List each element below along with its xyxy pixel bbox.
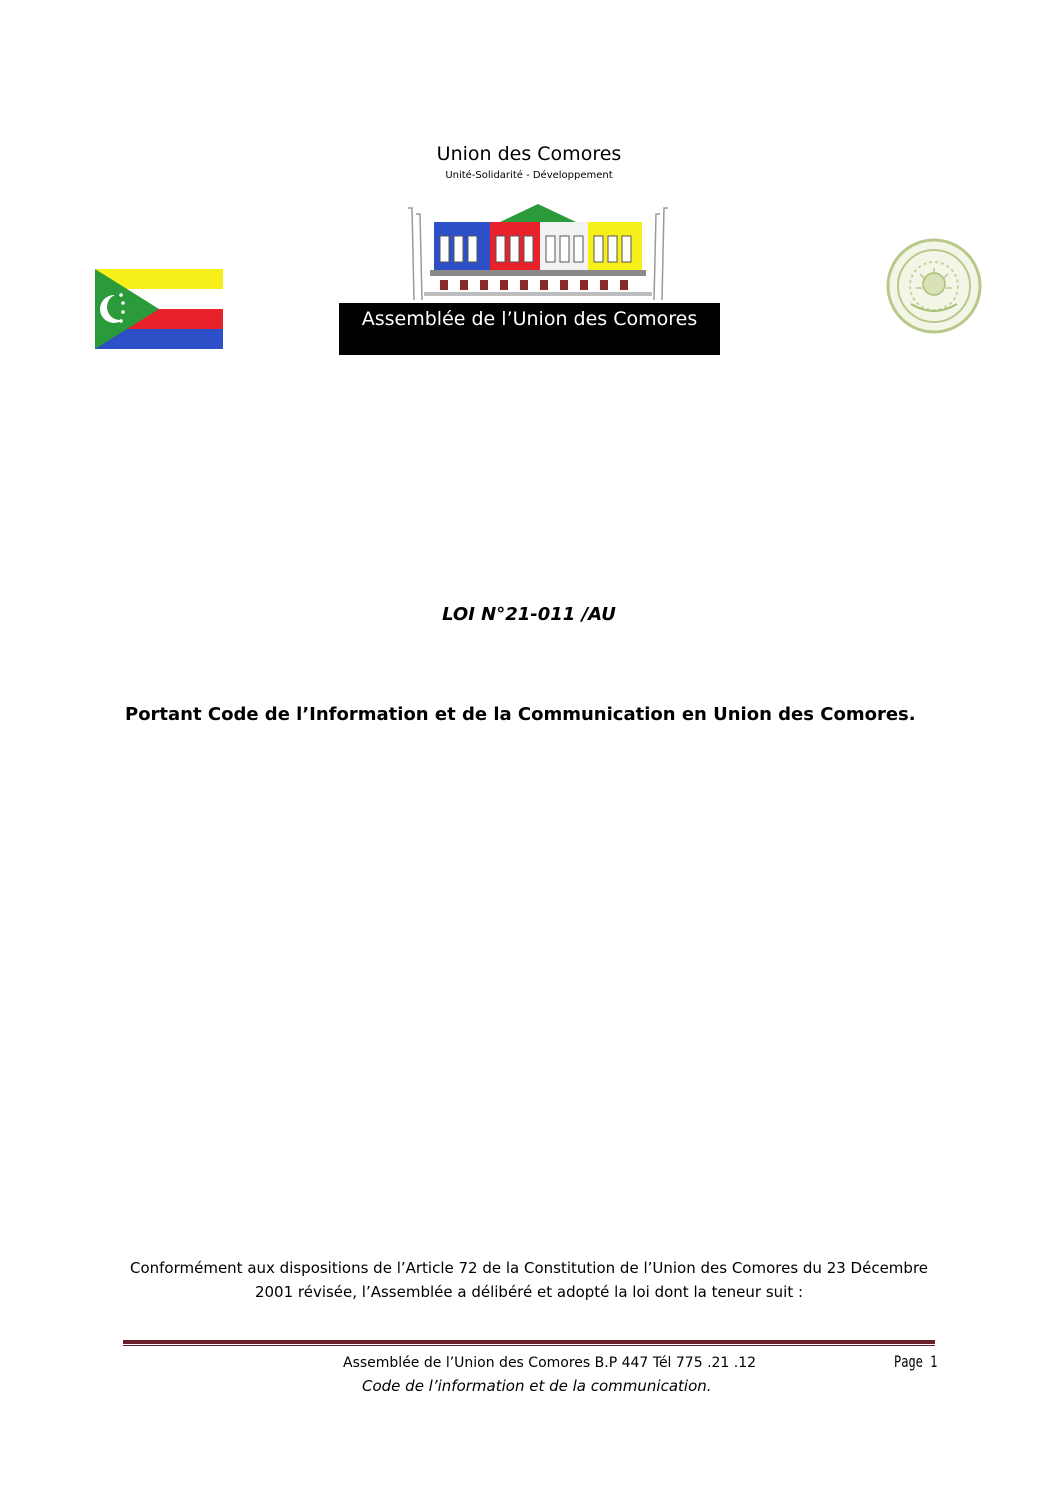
assembly-banner: Assemblée de l’Union des Comores xyxy=(339,303,720,355)
country-name: Union des Comores xyxy=(436,143,622,165)
assembly-building-logo xyxy=(400,200,676,304)
preamble-line-2: 2001 révisée, l’Assemblée a délibéré et adopté la loi dont la teneur suit : xyxy=(254,1283,804,1301)
law-title: Portant Code de l’Information et de la Communication en Union des Comores. xyxy=(125,704,916,725)
national-motto: Unité-Solidarité - Développement xyxy=(445,170,613,181)
preamble-line-1: Conformément aux dispositions de l’Article 72 de la Constitution de l’Union des Comores du 23 Décembre xyxy=(129,1259,929,1277)
law-number: LOI N°21-011 /AU xyxy=(442,604,616,625)
footer-address: Assemblée de l’Union des Comores B.P 447 Tél 775 .21 .12 xyxy=(343,1355,757,1371)
page-number: Page 1 xyxy=(894,1352,938,1371)
footer-document-name: Code de l’information et de la communication. xyxy=(362,1377,712,1395)
preamble xyxy=(120,1256,938,1304)
assembly-seal-icon xyxy=(883,238,985,334)
comoros-flag-icon xyxy=(95,269,223,349)
footer-rule xyxy=(123,1340,935,1346)
